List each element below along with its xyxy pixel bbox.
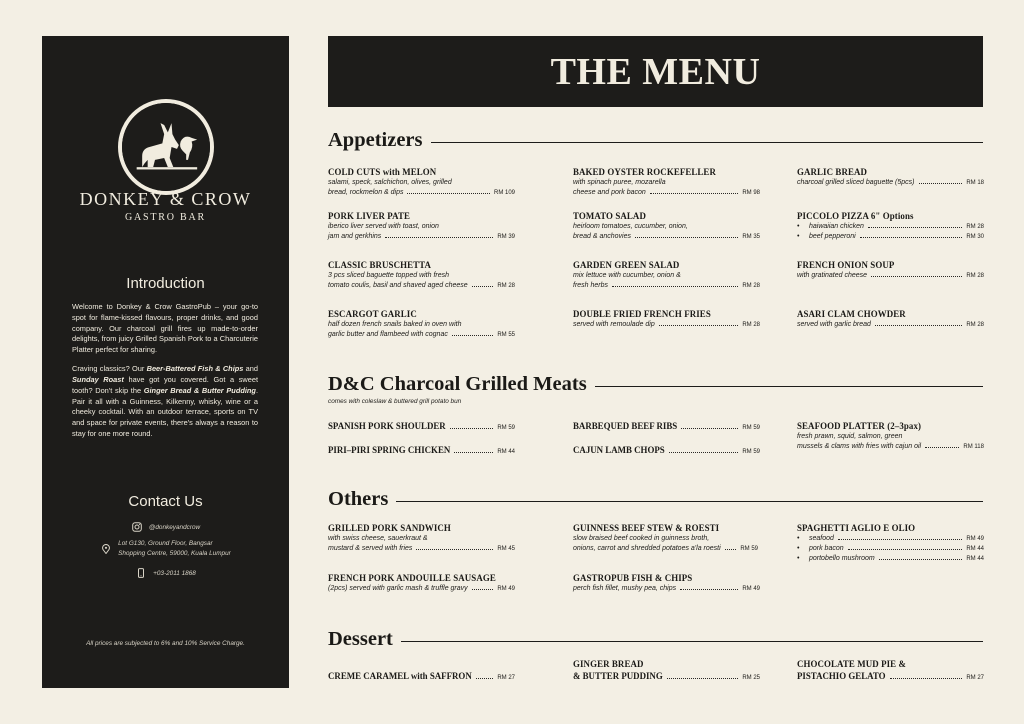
- menu-item-grilled-pork-sandwich: GRILLED PORK SANDWICH with swiss cheese, sauerkraut & mustard & served with fries RM 45: [328, 523, 515, 553]
- menu-item-classic-bruschetta: CLASSIC BRUSCHETTA 3 pcs sliced baguette topped with fresh tomato coulis, basil and shaved aged cheese RM 28: [328, 260, 515, 290]
- menu-item-seafood-platter: SEAFOOD PLATTER (2–3pax) fresh prawn, squid, salmon, green mussels & clams with fries with cajun oil RM 118: [797, 421, 984, 451]
- menu-item-andouille-sausage: FRENCH PORK ANDOUILLE SAUSAGE (2pcs) served with garlic mash & truffle gravy RM 49: [328, 573, 515, 593]
- menu-item-creme-caramel: CREME CARAMEL with SAFFRON RM 27: [328, 671, 515, 681]
- contact-heading: Contact Us: [128, 493, 203, 510]
- menu-item-baked-oyster: BAKED OYSTER ROCKEFELLER with spinach puree, mozarella cheese and pork bacon RM 98: [573, 167, 760, 197]
- introduction-heading: Introduction: [126, 275, 205, 292]
- menu-item-piri-piri-chicken: PIRI–PIRI SPRING CHICKEN RM 44: [328, 445, 515, 455]
- menu-item-bbq-beef-ribs: BARBEQUED BEEF RIBS RM 59: [573, 421, 760, 431]
- service-charge-note: All prices are subjected to 6% and 10% Service Charge.: [86, 640, 245, 647]
- menu-banner: [328, 36, 983, 107]
- menu-item-garden-green-salad: GARDEN GREEN SALAD mix lettuce with cucumber, onion & fresh herbs RM 28: [573, 260, 760, 290]
- instagram-icon: [131, 521, 143, 533]
- menu-item-spaghetti-aglio-olio: SPAGHETTI AGLIO E OLIO • seafood RM 49 • pork bacon RM 44 • portobello mushroom RM 44: [797, 523, 984, 563]
- menu-item-asari-clam-chowder: ASARI CLAM CHOWDER served with garlic bread RM 28: [797, 309, 984, 329]
- menu-item-french-onion-soup: FRENCH ONION SOUP with gratinated cheese RM 28: [797, 260, 984, 280]
- introduction-text: [72, 302, 258, 440]
- menu-title: THE MENU: [550, 50, 761, 93]
- menu-item-ginger-bread-pudding: GINGER BREAD & BUTTER PUDDING RM 25: [573, 659, 760, 682]
- location-pin-icon: [100, 543, 112, 555]
- menu-item-piccolo-pizza: PICCOLO PIZZA 6" Options • haiwaiian chicken RM 28 • beef pepperoni RM 30: [797, 211, 984, 241]
- section-dessert: Dessert: [328, 628, 983, 651]
- menu-item-guinness-beef-stew: GUINNESS BEEF STEW & ROESTI slow braised beef cooked in guinness broth, onions, carrot and shredded potatoes a'la roesti RM 59: [573, 523, 758, 553]
- phone-link[interactable]: +03-2011 1868: [42, 567, 289, 579]
- phone-icon: [135, 567, 147, 579]
- menu-item-cold-cuts: COLD CUTS with MELON salami, speck, salchichon, olives, grilled bread, rockmelon & dips RM 109: [328, 167, 515, 197]
- brand-subtitle: GASTRO BAR: [124, 212, 207, 223]
- menu-item-tomato-salad: TOMATO SALAD heirloom tomatoes, cucumber, onion, bread & anchovies RM 35: [573, 211, 760, 241]
- grilled-meats-note: comes with coleslaw & buttered grill potato bun: [328, 398, 462, 405]
- menu-item-escargot-garlic: ESCARGOT GARLIC half dozen french snails baked in oven with garlic butter and flambeed with cognac RM 55: [328, 309, 515, 339]
- menu-item-garlic-bread: GARLIC BREAD charcoal grilled sliced baguette (5pcs) RM 18: [797, 167, 984, 187]
- menu-item-chocolate-mud-pie: CHOCOLATE MUD PIE & PISTACHIO GELATO RM 27: [797, 659, 984, 682]
- section-appetizers: Appetizers: [328, 129, 983, 152]
- sidebar: [42, 36, 289, 688]
- menu-item-pork-liver-pate: PORK LIVER PATE iberico liver served with toast, onion jam and gerkhins RM 39: [328, 211, 515, 241]
- address: Lot G130, Ground Floor, Bangsar Shopping Centre, 59000, Kuala Lumpur: [42, 539, 289, 558]
- donkey-crow-logo: [118, 99, 214, 195]
- intro-paragraph-2: Craving classics? Our Beer-Battered Fish & Chips and Sunday Roast have got you covered. Got a sweet tooth? Don't skip the Ginger Bread & Butter Pudding. Pair it all with a Guinness, Kilkenny, whisky, wine or a cheeky cocktail. With an outdoor terrace, sports on TV and space for private events, there's always a reason to stay for one more round.: [72, 364, 259, 438]
- instagram-link[interactable]: @donkeyandcrow: [42, 521, 289, 533]
- brand-name: DONKEY & CROW: [79, 189, 252, 209]
- menu-item-cajun-lamb-chops: CAJUN LAMB CHOPS RM 59: [573, 445, 760, 455]
- menu-item-french-fries: DOUBLE FRIED FRENCH FRIES served with remoulade dip RM 28: [573, 309, 760, 329]
- section-grilled-meats: D&C Charcoal Grilled Meats: [328, 373, 983, 396]
- section-others: Others: [328, 488, 983, 511]
- menu-item-spanish-pork-shoulder: SPANISH PORK SHOULDER RM 59: [328, 421, 515, 431]
- menu-item-fish-and-chips: GASTROPUB FISH & CHIPS perch fish fillet, mushy pea, chips RM 49: [573, 573, 760, 593]
- intro-paragraph-1: Welcome to Donkey & Crow GastroPub – your go-to spot for flame-kissed flavours, proper drinks, and good company. Our charcoal grill fires up made-to-order delights, from juicy Grilled Spanish Pork to a Charcuterie Platter perfect for sharing.: [72, 302, 258, 355]
